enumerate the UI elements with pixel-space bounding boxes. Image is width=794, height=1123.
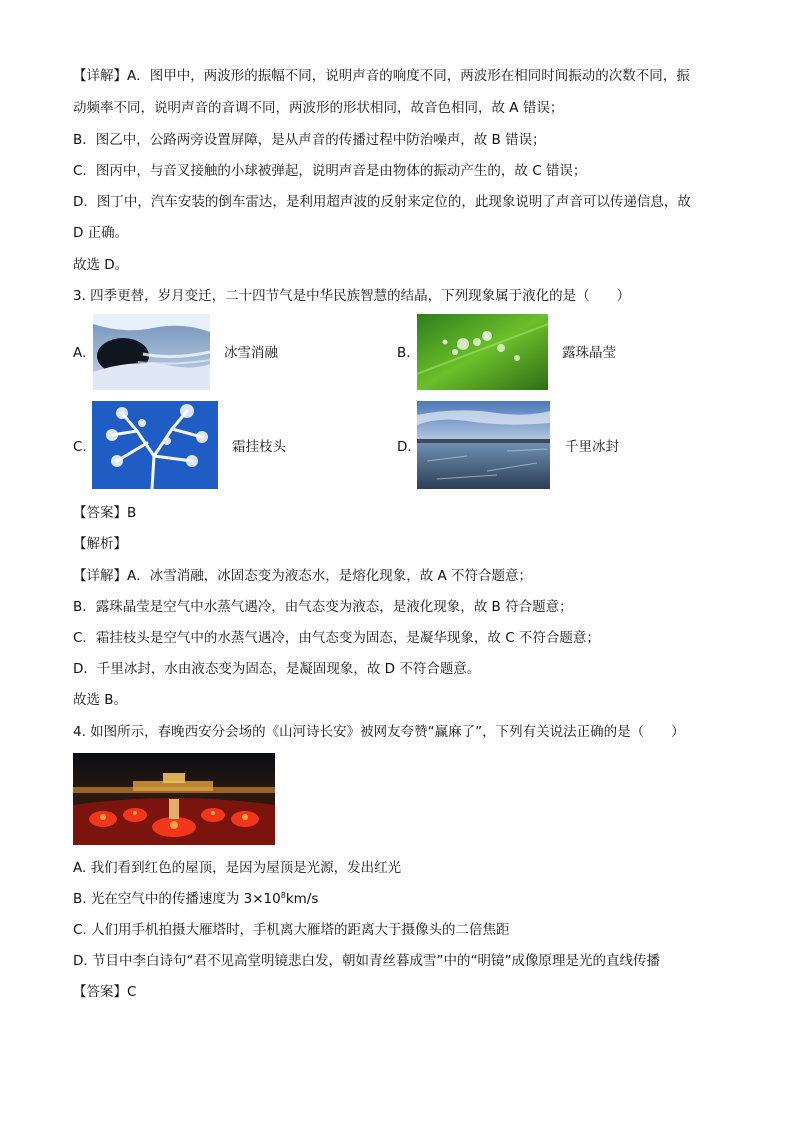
q2-detail-c: C．图丙中，与音叉接触的小球被弹起，说明声音是由物体的振动产生的，故 C 错误； — [73, 163, 587, 179]
q2-conclusion: 故选 D。 — [73, 257, 129, 273]
q3-option-d-label: 千里冰封 — [565, 439, 619, 455]
q3-option-d-letter: D. — [397, 439, 412, 455]
q2-detail-d-line2: D 正确。 — [73, 225, 129, 241]
q3-stem: 3. 四季更替，岁月变迁，二十四节气是中华民族智慧的结晶，下列现象属于液化的是（ ） — [73, 288, 631, 304]
xian-gala-image — [73, 753, 275, 845]
q2-detail-d-line1: D．图丁中，汽车安装的倒车雷达，是利用超声波的反射来定位的，此现象说明了声音可以传递信息，故 — [73, 194, 691, 210]
q3-option-b-letter: B. — [397, 345, 411, 361]
q3-detail-b: B．露珠晶莹是空气中水蒸气遇冷，由气态变为液态，是液化现象，故 B 符合题意； — [73, 599, 573, 615]
q4-option-c: C. 人们用手机拍摄大雁塔时，手机离大雁塔的距离大于摄像头的二倍焦距 — [73, 922, 510, 938]
q2-detail-b: B．图乙中，公路两旁设置屏障，是从声音的传播过程中防治噪声，故 B 错误； — [73, 132, 546, 148]
q3-option-a-letter: A. — [73, 345, 87, 361]
q4-answer: 【答案】C — [73, 984, 137, 1000]
q4-option-b-suffix: km/s — [285, 891, 319, 907]
q3-option-c-letter: C. — [73, 439, 87, 455]
q3-option-b-label: 露珠晶莹 — [562, 345, 616, 361]
q4-option-b-exponent: 8 — [280, 891, 286, 900]
q3-analysis-heading: 【解析】 — [73, 536, 127, 552]
frozen-river-image — [417, 401, 550, 489]
q3-detail-a: 【详解】A．冰雪消融，冰固态变为液态水，是熔化现象，故 A 不符合题意； — [73, 568, 533, 584]
q3-option-a-label: 冰雪消融 — [224, 345, 278, 361]
q2-detail-line2: 动频率不同，说明声音的音调不同，两波形的形状相同，故音色相同，故 A 错误； — [73, 100, 564, 116]
q3-conclusion: 故选 B。 — [73, 692, 128, 708]
q4-option-b — [73, 889, 318, 909]
q3-detail-c: C．霜挂枝头是空气中的水蒸气遇冷，由气态变为固态，是凝华现象，故 C 不符合题意； — [73, 630, 600, 646]
q2-detail-line1: 【详解】A．图甲中，两波形的振幅不同，说明声音的响度不同，两波形在相同时间振动的次数不同，振 — [73, 68, 690, 84]
snow-melting-image — [93, 314, 210, 390]
q4-option-b-prefix: B. 光在空气中的传播速度为 3×10 — [73, 891, 281, 907]
q4-option-d: D. 节目中李白诗句“君不见高堂明镜悲白发，朝如青丝暮成雪”中的“明镜”成像原理是光的直线传播 — [73, 953, 660, 969]
q4-option-a: A. 我们看到红色的屋顶，是因为屋顶是光源，发出红光 — [73, 860, 402, 876]
frost-branches-image — [92, 401, 218, 489]
q4-stem: 4. 如图所示，春晚西安分会场的《山河诗长安》被网友夸赞“赢麻了”，下列有关说法正确的是（ ） — [73, 724, 685, 740]
q3-answer: 【答案】B — [73, 505, 137, 521]
q3-option-c-label: 霜挂枝头 — [232, 439, 286, 455]
q3-detail-d: D．千里冰封，水由液态变为固态，是凝固现象，故 D 不符合题意。 — [73, 661, 481, 677]
dewdrops-image — [417, 314, 548, 390]
